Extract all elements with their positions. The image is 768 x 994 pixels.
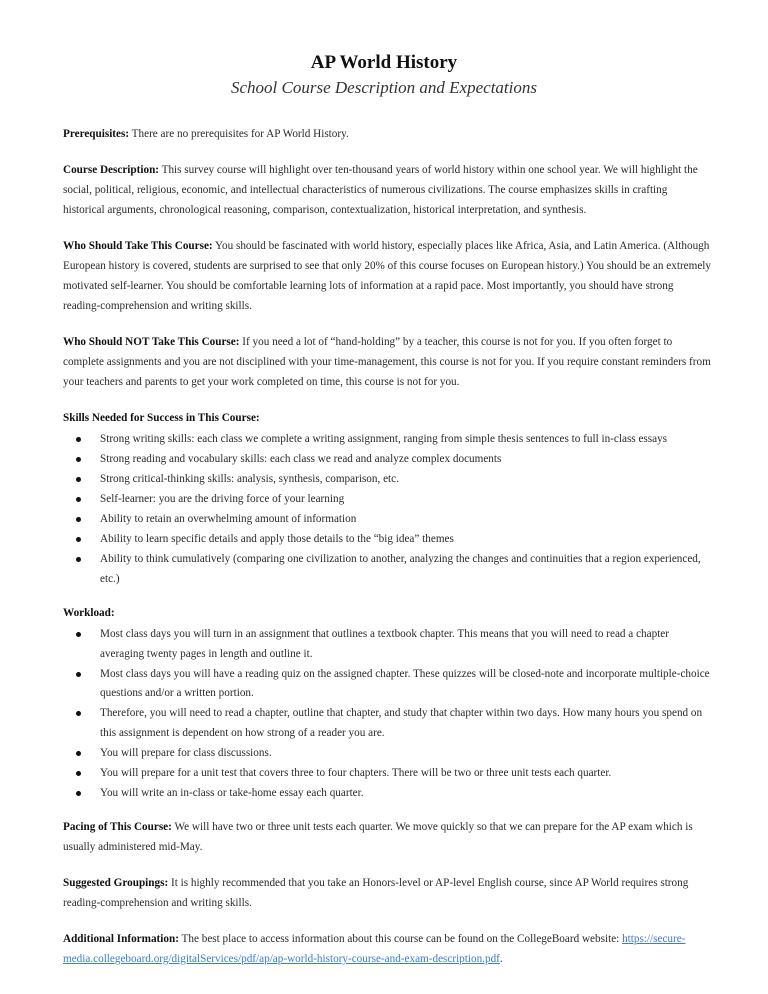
bullet-icon [76, 632, 81, 637]
who-should-not-take-paragraph [63, 332, 711, 392]
bullet-icon [76, 672, 81, 677]
skills-list [63, 430, 711, 589]
list-item-text: Strong critical-thinking skills: analysis, synthesis, comparison, etc. [100, 473, 399, 485]
list-item-text: You will write an in-class or take-home essay each quarter. [100, 786, 364, 799]
who-should-not-take-text: If you need a lot of “hand-holding” by a teacher, this course is not for you. If you often forget to complete assignments and you are not disciplined with your time-management, this course is not for you. If you require constant reminders from your teachers and parents to get your work completed on time, this course is not for you. [63, 336, 711, 388]
who-should-take-paragraph [63, 236, 711, 316]
list-item [63, 625, 711, 664]
list-item [63, 450, 711, 470]
prerequisites-text: There are no prerequisites for AP World History. [129, 128, 349, 140]
list-item [63, 665, 711, 704]
list-item [63, 704, 711, 743]
list-item [63, 530, 711, 550]
document-subtitle: School Course Description and Expectations [231, 78, 537, 97]
list-item-text: You will prepare for class discussions. [100, 746, 272, 759]
document-title: AP World History [310, 52, 458, 73]
pacing-text: We will have two or three unit tests each quarter. We move quickly so that we can prepare for the AP exam which is usually administered mid-May. [63, 821, 693, 853]
prerequisites-paragraph [63, 124, 711, 144]
list-item-text: Self-learner: you are the driving force of your learning [100, 493, 345, 505]
list-item [63, 490, 711, 510]
pacing-paragraph [63, 817, 711, 857]
bullet-icon [76, 437, 81, 442]
list-item [63, 470, 711, 490]
list-item-text: Most class days you will have a reading quiz on the assigned chapter. These quizzes will be closed-note and incorporate multiple-choice questions and/or a written portion. [100, 667, 710, 699]
bullet-icon [76, 791, 81, 796]
collegeboard-link[interactable]: https://secure-media.collegeboard.org/digitalServices/pdf/ap/ap-world-history-course-and-exam-description.pdf [63, 933, 686, 965]
bullet-icon [76, 497, 81, 502]
course-description-paragraph [63, 160, 711, 220]
bullet-icon [76, 771, 81, 776]
pacing-label: Pacing of This Course: [63, 821, 172, 833]
additional-info-trailing: . [499, 953, 503, 965]
workload-heading: Workload: [63, 607, 115, 619]
list-item [63, 430, 711, 450]
suggested-groupings-paragraph [63, 873, 711, 913]
list-item-text: Therefore, you will need to read a chapter, outline that chapter, and study that chapter within two days. How many hours you spend on this assignment is dependent on how strong of a reader you are. [100, 707, 703, 739]
who-should-take-text: You should be fascinated with world history, especially places like Africa, Asia, and Latin America. (Although European history is covered, students are surprised to see that only 20% of this course focuses on European history.) You should be an extremely motivated self-learner. You should be comfortable learning lots of information at a rapid pace. Most importantly, you should have strong reading-comprehension and writing skills. [63, 240, 712, 312]
workload-list [63, 625, 711, 803]
skills-heading: Skills Needed for Success in This Course: [63, 412, 260, 424]
suggested-groupings-label: Suggested Groupings: [63, 877, 169, 889]
bullet-icon [76, 457, 81, 462]
bullet-icon [76, 537, 81, 542]
prerequisites-label: Prerequisites: [63, 128, 130, 140]
list-item-text: Strong reading and vocabulary skills: each class we read and analyze complex documents [100, 453, 502, 465]
list-item-text: Ability to retain an overwhelming amount of information [100, 513, 357, 525]
list-item [63, 510, 711, 530]
course-description-text: This survey course will highlight over ten-thousand years of world history within one school year. We will highlight the social, political, religious, economic, and intellectual characteristics of numerous civilizations. The course emphasizes skills in crafting historical arguments, chronological reasoning, comparison, contextualization, historical interpretation, and synthesis. [63, 164, 698, 216]
list-item [63, 784, 711, 804]
additional-info-paragraph [63, 929, 711, 969]
list-item-text: Strong writing skills: each class we complete a writing assignment, ranging from simple thesis sentences to full in-class essays [100, 433, 668, 445]
list-item-text: Most class days you will turn in an assignment that outlines a textbook chapter. This means that you will need to read a chapter averaging twenty pages in length and outline it. [100, 628, 669, 660]
bullet-icon [76, 477, 81, 482]
who-should-not-take-label: Who Should NOT Take This Course: [63, 336, 240, 348]
list-item [63, 550, 711, 589]
bullet-icon [76, 517, 81, 522]
list-item-text: Ability to learn specific details and apply those details to the “big idea” themes [100, 533, 454, 545]
list-item-text: Ability to think cumulatively (comparing one civilization to another, analyzing the changes and continuities that a region experienced, etc.) [100, 553, 701, 585]
course-description-label: Course Description: [63, 164, 160, 176]
document-body [63, 124, 711, 985]
bullet-icon [76, 711, 81, 716]
list-item-text: You will prepare for a unit test that covers three to four chapters. There will be two or three unit tests each quarter. [100, 766, 612, 779]
additional-info-label: Additional Information: [63, 933, 179, 945]
additional-info-text: The best place to access information about this course can be found on the CollegeBoard website: [178, 933, 623, 945]
bullet-icon [76, 557, 81, 562]
suggested-groupings-text: It is highly recommended that you take an Honors-level or AP-level English course, since AP World requires strong reading-comprehension and writing skills. [63, 877, 689, 909]
list-item [63, 744, 711, 764]
list-item [63, 764, 711, 784]
who-should-take-label: Who Should Take This Course: [63, 240, 213, 252]
bullet-icon [76, 751, 81, 756]
